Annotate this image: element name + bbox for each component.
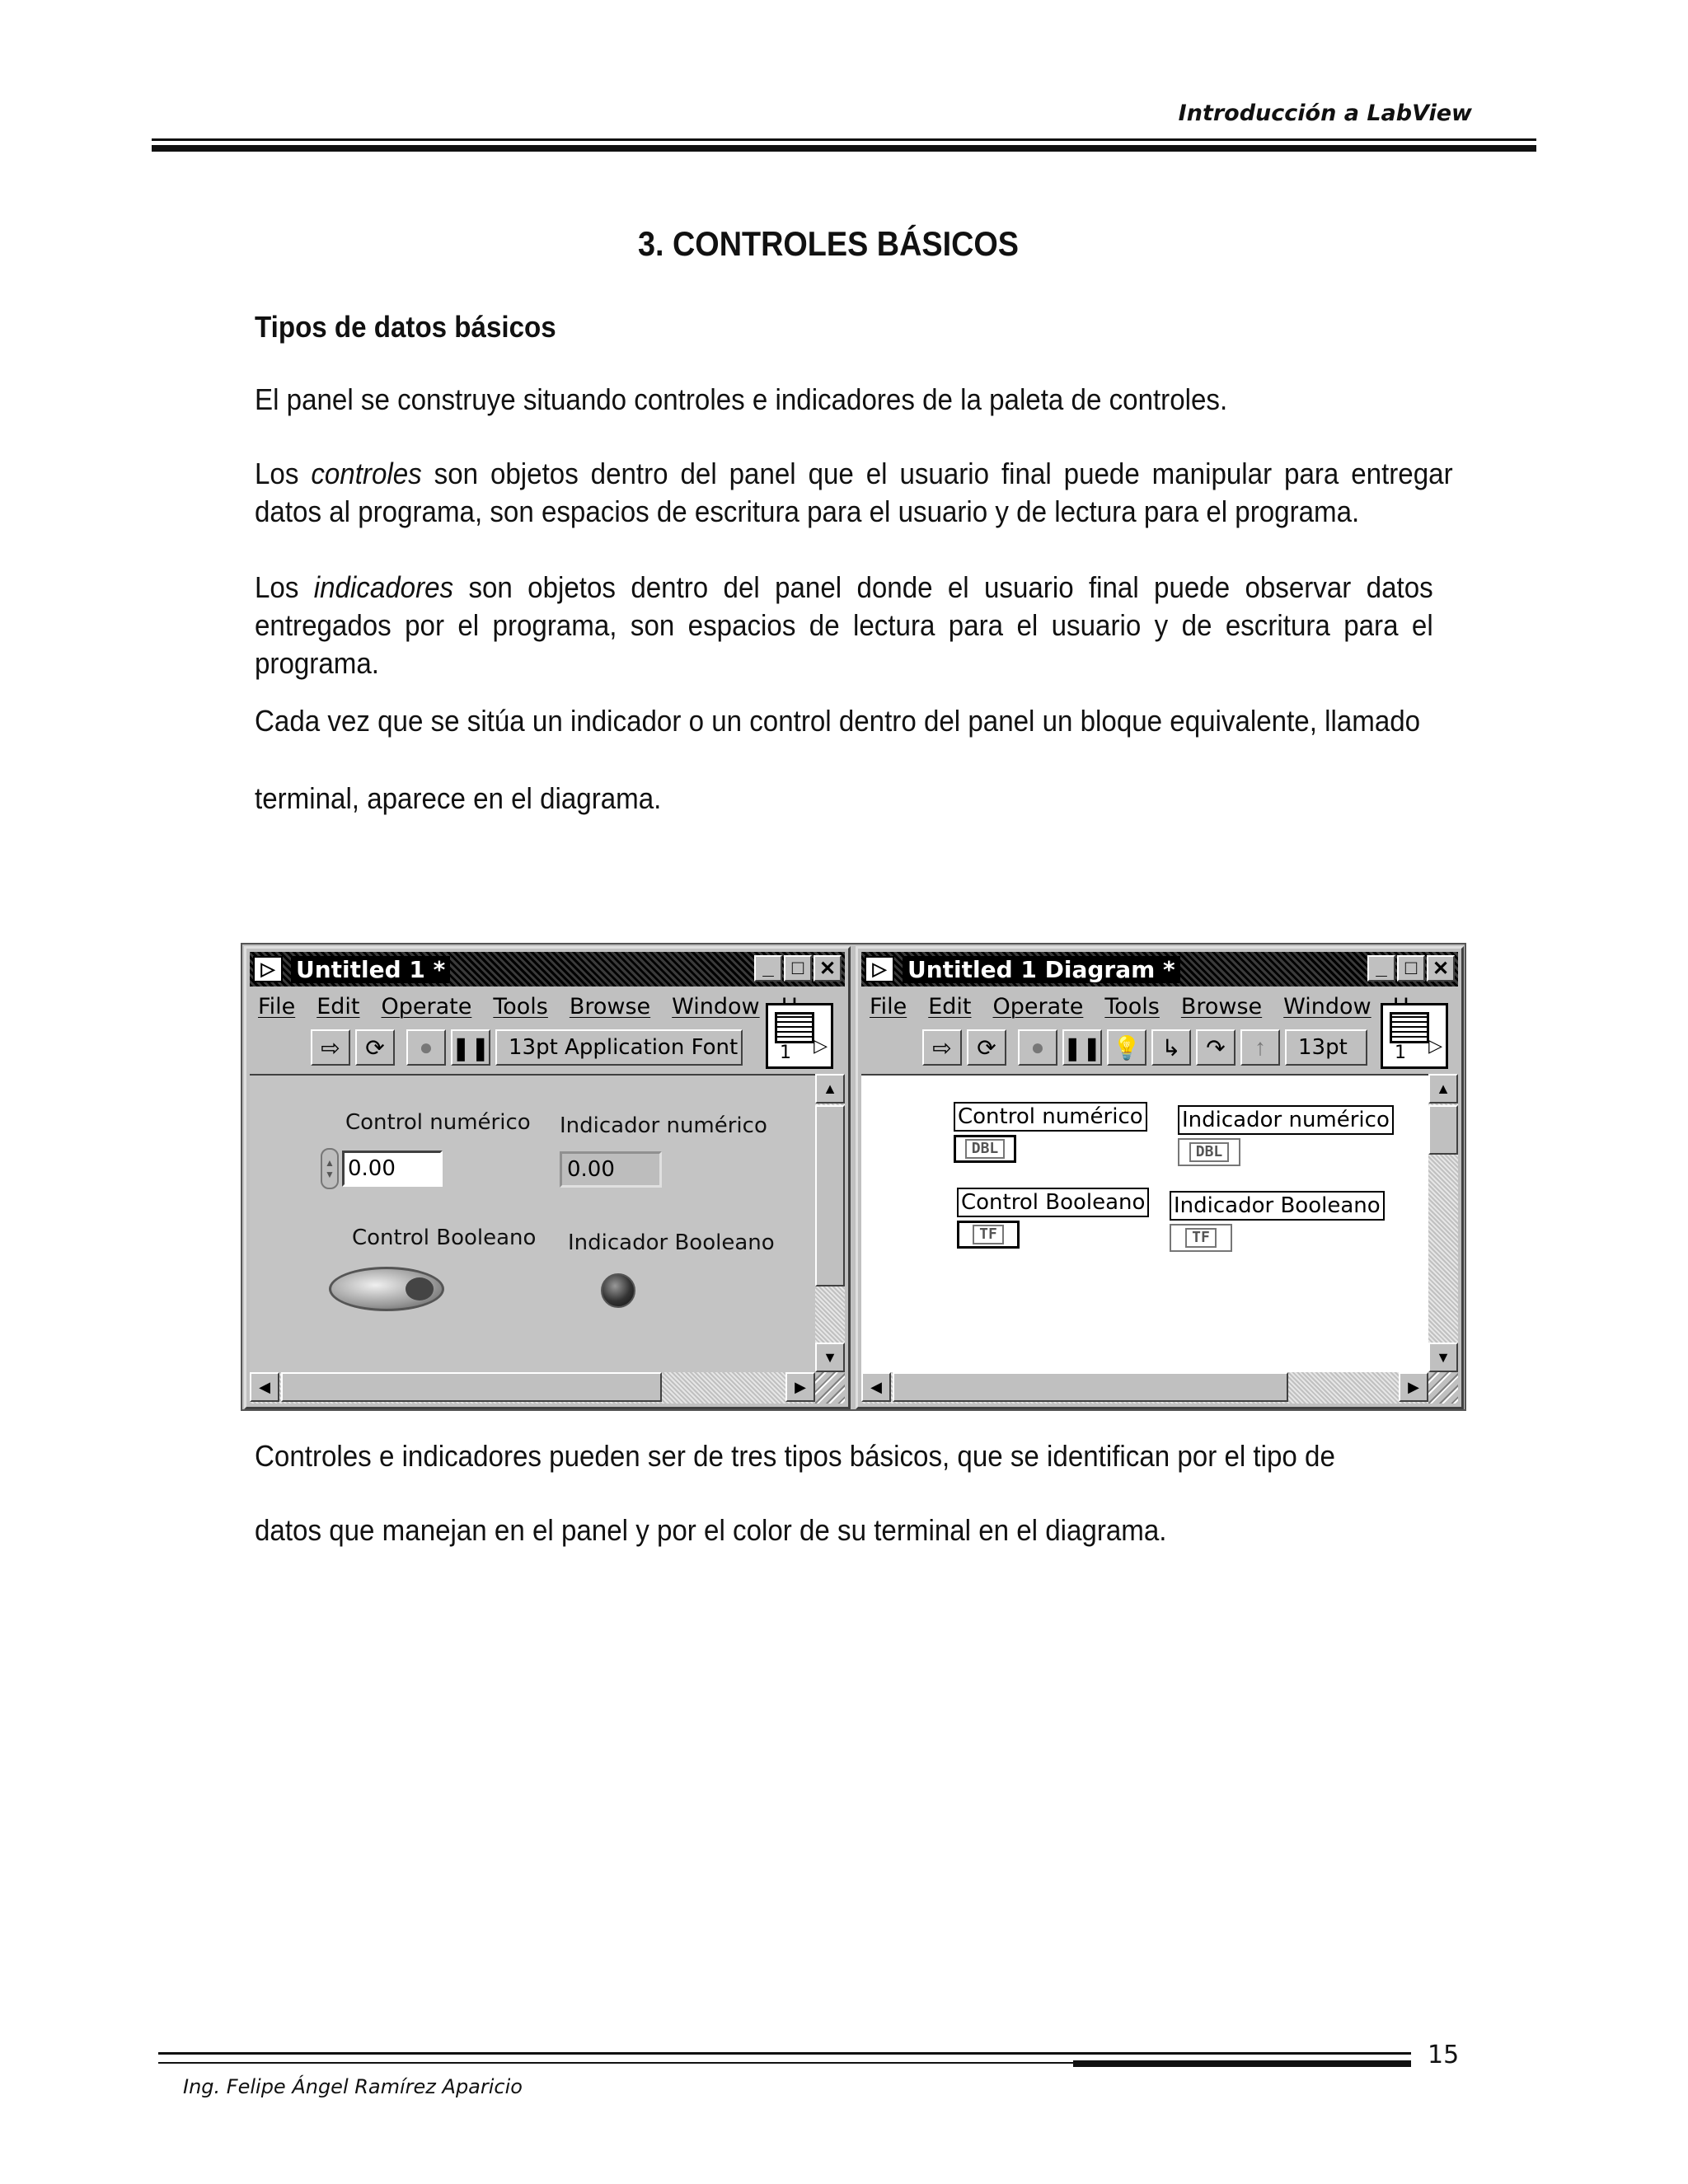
footer-rule-thick	[1073, 2060, 1411, 2067]
scroll-right-icon[interactable]: ▶	[1399, 1372, 1428, 1402]
menu-file[interactable]: File	[870, 993, 907, 1019]
terminal-type: DBL	[965, 1139, 1006, 1159]
terminal-label: Control Booleano	[957, 1188, 1149, 1217]
paragraph-3	[255, 569, 1433, 682]
abort-icon[interactable]: ●	[406, 1029, 446, 1066]
terminal-type: DBL	[1189, 1142, 1230, 1162]
paragraph-2-rest: son objetos dentro del panel que el usuario final puede manipular para entregar datos al programa, son espacios de escritura para el usuario y de lectura para el programa.	[255, 457, 1453, 528]
terminal-label: Indicador numérico	[1178, 1105, 1394, 1135]
minimize-button[interactable]: _	[754, 955, 782, 982]
paragraph-5-line-2: datos que manejan en el panel y por el color de su terminal en el diagrama.	[255, 1513, 1167, 1547]
pause-icon[interactable]: ❚❚	[451, 1029, 490, 1066]
terminal-control-numeric[interactable]	[954, 1102, 1147, 1163]
menu-operate[interactable]: Operate	[381, 993, 472, 1019]
front-panel-titlebar[interactable]	[250, 952, 845, 987]
terminal-type: TF	[1185, 1228, 1217, 1248]
footer-rule-secondary	[158, 2062, 1073, 2064]
menu-tools[interactable]: Tools	[493, 993, 548, 1019]
front-panel-title: Untitled 1 *	[291, 956, 450, 983]
labview-screenshot-figure	[241, 943, 1466, 1411]
menu-window[interactable]: Window	[672, 993, 760, 1019]
minimize-button[interactable]: _	[1367, 955, 1395, 982]
window-buttons	[1367, 955, 1455, 982]
menu-operate[interactable]: Operate	[992, 993, 1084, 1019]
menu-window[interactable]: Window	[1283, 993, 1372, 1019]
block-diagram-titlebar[interactable]	[861, 952, 1458, 987]
resize-grip-icon[interactable]	[1428, 1372, 1458, 1404]
indicator-numeric-label: Indicador numérico	[560, 1113, 767, 1138]
scroll-up-icon[interactable]: ▲	[815, 1074, 845, 1104]
terminal-indicator-boolean[interactable]	[1170, 1191, 1385, 1252]
maximize-button[interactable]: □	[784, 955, 812, 982]
scroll-up-icon[interactable]: ▲	[1428, 1074, 1458, 1104]
horizontal-scroll-thumb[interactable]	[893, 1372, 1288, 1402]
vi-icon-screen	[1390, 1012, 1429, 1043]
paragraph-4-line-2: terminal, aparece en el diagrama.	[255, 781, 662, 815]
vi-icon-arrow: ▷	[814, 1035, 828, 1056]
block-diagram-horizontal-scrollbar[interactable]	[861, 1372, 1428, 1404]
menu-edit[interactable]: Edit	[928, 993, 972, 1019]
vi-connector-icon[interactable]	[1381, 1003, 1448, 1069]
close-button[interactable]: ✕	[814, 955, 842, 982]
paragraph-1: El panel se construye situando controles e indicadores de la paleta de controles.	[255, 382, 1228, 416]
dbl-terminal-icon	[954, 1135, 1016, 1163]
step-over-icon[interactable]: ↷	[1196, 1029, 1236, 1066]
scroll-left-icon[interactable]: ◀	[861, 1372, 891, 1402]
control-numeric-label: Control numérico	[345, 1110, 531, 1135]
menu-file[interactable]: File	[258, 993, 296, 1019]
abort-icon[interactable]: ●	[1018, 1029, 1057, 1066]
vi-icon-arrow: ▷	[1428, 1035, 1442, 1056]
front-panel-toolbar	[250, 1026, 845, 1069]
pause-icon[interactable]: ❚❚	[1062, 1029, 1102, 1066]
window-buttons	[754, 955, 842, 982]
paragraph-3-emphasis: indicadores	[313, 570, 454, 604]
vertical-scroll-thumb[interactable]	[815, 1105, 845, 1286]
paragraph-3-rest: son objetos dentro del panel donde el usuario final puede observar datos entregados por el programa, son espacios de lectura para el usuario y de escritura para el programa.	[255, 570, 1433, 680]
run-continuous-icon[interactable]: ⟳	[355, 1029, 395, 1066]
resize-grip-icon[interactable]	[815, 1372, 845, 1404]
highlight-execution-icon[interactable]: 💡	[1107, 1029, 1146, 1066]
front-panel-horizontal-scrollbar[interactable]	[250, 1372, 815, 1404]
indicator-boolean-label: Indicador Booleano	[568, 1230, 775, 1255]
scroll-down-icon[interactable]: ▼	[815, 1343, 845, 1372]
control-boolean-label: Control Booleano	[352, 1226, 537, 1250]
terminal-label: Indicador Booleano	[1170, 1191, 1385, 1221]
maximize-button[interactable]: □	[1397, 955, 1425, 982]
terminal-type: TF	[973, 1225, 1004, 1244]
vi-connector-icon[interactable]	[766, 1003, 833, 1069]
horizontal-scroll-thumb[interactable]	[281, 1372, 662, 1402]
control-numeric	[321, 1148, 443, 1189]
footer-author: Ing. Felipe Ángel Ramírez Aparicio	[183, 2075, 523, 2098]
vertical-scroll-thumb[interactable]	[1428, 1105, 1458, 1155]
block-diagram-toolbar	[861, 1026, 1458, 1069]
paragraph-2-emphasis: controles	[311, 457, 422, 490]
menu-edit[interactable]: Edit	[316, 993, 360, 1019]
terminal-label: Control numérico	[954, 1102, 1147, 1132]
front-panel-vertical-scrollbar[interactable]	[815, 1074, 845, 1372]
menu-browse[interactable]: Browse	[1180, 993, 1263, 1019]
header-rule	[152, 138, 1536, 141]
font-ring[interactable]: 13pt Application Font	[495, 1029, 743, 1066]
paragraph-4-line-1: Cada vez que se sitúa un indicador o un control dentro del panel un bloque equivalente, llamado	[255, 704, 1421, 738]
scroll-down-icon[interactable]: ▼	[1428, 1343, 1458, 1372]
paragraph-5-line-1: Controles e indicadores pueden ser de tres tipos básicos, que se identifican por el tipo de	[255, 1439, 1335, 1473]
vi-icon-number: 1	[780, 1043, 791, 1063]
tf-terminal-icon	[1170, 1224, 1232, 1252]
block-diagram-menubar	[861, 990, 1458, 1023]
chapter-title: 3. CONTROLES BÁSICOS	[637, 224, 1020, 263]
indicator-numeric-field: 0.00	[560, 1151, 662, 1188]
paragraph-2-start: Los	[255, 457, 312, 490]
menu-tools[interactable]: Tools	[1104, 993, 1160, 1019]
scroll-right-icon[interactable]: ▶	[785, 1372, 815, 1402]
step-out-icon[interactable]: ↑	[1240, 1029, 1280, 1066]
header-rule-thick	[152, 145, 1536, 152]
font-ring[interactable]: 13pt	[1285, 1029, 1367, 1066]
terminal-indicator-numeric[interactable]	[1178, 1105, 1394, 1166]
front-panel-window	[244, 946, 851, 1409]
section-heading: Tipos de datos básicos	[255, 310, 556, 344]
block-diagram-vertical-scrollbar[interactable]	[1428, 1074, 1458, 1372]
dbl-terminal-icon	[1178, 1138, 1240, 1166]
paragraph-2	[255, 455, 1453, 531]
menu-browse[interactable]: Browse	[569, 993, 651, 1019]
paragraph-3-start: Los	[255, 570, 314, 604]
footer-rule	[158, 2052, 1411, 2055]
block-diagram-window	[856, 946, 1464, 1409]
vi-icon-screen	[775, 1012, 814, 1043]
front-panel-menubar	[250, 990, 845, 1023]
close-button[interactable]: ✕	[1427, 955, 1455, 982]
vi-icon-number: 1	[1395, 1043, 1406, 1063]
running-header: Introducción a LabView	[1178, 101, 1472, 126]
step-into-icon[interactable]: ↳	[1151, 1029, 1191, 1066]
run-arrow-icon[interactable]: ⇨	[922, 1029, 962, 1066]
page-number: 15	[1428, 2041, 1460, 2069]
run-continuous-icon[interactable]: ⟳	[967, 1029, 1006, 1066]
front-panel-content	[250, 1074, 815, 1372]
boolean-toggle-switch[interactable]	[329, 1267, 444, 1311]
block-diagram-title: Untitled 1 Diagram *	[903, 956, 1180, 983]
run-arrow-icon[interactable]: ⇨	[311, 1029, 350, 1066]
boolean-led-indicator	[601, 1273, 635, 1308]
block-diagram-content	[861, 1074, 1428, 1372]
scroll-left-icon[interactable]: ◀	[250, 1372, 279, 1402]
control-numeric-field[interactable]: 0.00	[342, 1151, 443, 1187]
labview-diagram-icon: ▷	[865, 956, 894, 982]
terminal-control-boolean[interactable]	[957, 1188, 1149, 1249]
increment-decrement-icon[interactable]: ▲ ▼	[321, 1148, 339, 1189]
labview-vi-icon: ▷	[253, 956, 283, 982]
tf-terminal-icon	[957, 1221, 1020, 1249]
